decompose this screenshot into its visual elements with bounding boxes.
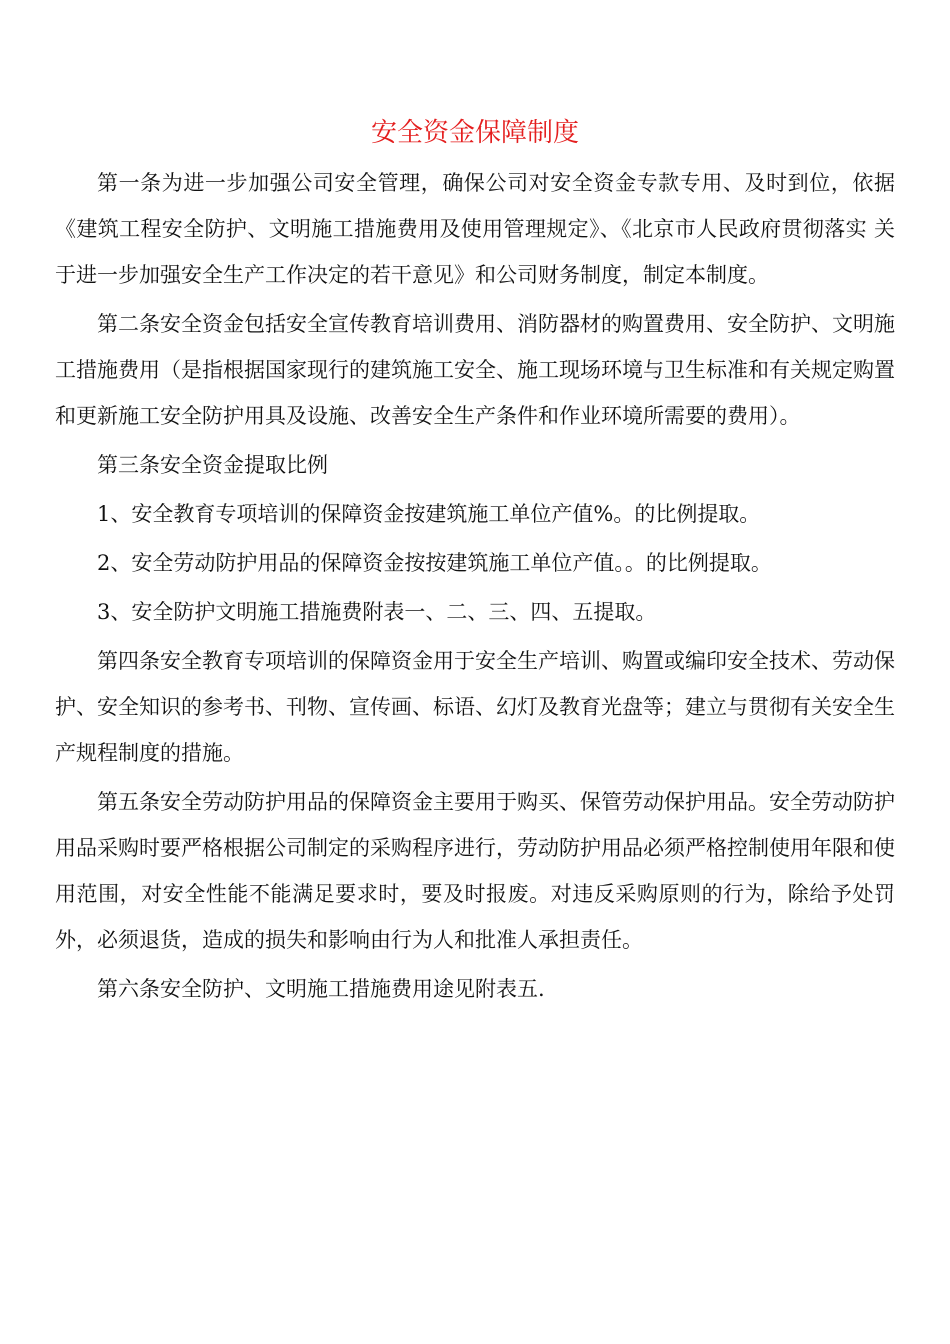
article-3-item-2: 2、安全劳动防护用品的保障资金按按建筑施工单位产值。。的比例提取。 bbox=[97, 551, 772, 575]
article-1-paragraph: 第一条为进一步加强公司安全管理，确保公司对安全资金专款专用、及时到位，依据《建筑工程安全防护、文明施工措施费用及使用管理规定》、《北京市人民政府贯彻落实 关于进一步加强安全生产工作决定的若干意见》和公司财务制度，制定本制度。 bbox=[55, 171, 895, 287]
document-title: 安全资金保障制度 bbox=[370, 118, 579, 148]
article-5-paragraph: 第五条安全劳动防护用品的保障资金主要用于购买、保管劳动保护用品。安全劳动防护用品采购时要严格根据公司制定的采购程序进行，劳动防护用品必须严格控制使用年限和使用范围，对安全性能不能满足要求时，要及时报废。对违反采购原则的行为，除给予处罚外，必须退货，造成的损失和影响由行为人和批准人承担责任。 bbox=[55, 790, 895, 952]
article-3-heading: 第三条安全资金提取比例 bbox=[97, 453, 328, 477]
article-3-item-3: 3、安全防护文明施工措施费附表一、二、三、四、五提取。 bbox=[97, 600, 657, 624]
article-4-paragraph: 第四条安全教育专项培训的保障资金用于安全生产培训、购置或编印安全技术、劳动保护、安全知识的参考书、刊物、宣传画、标语、幻灯及教育光盘等；建立与贯彻有关安全生产规程制度的措施。 bbox=[55, 649, 895, 765]
article-2-paragraph: 第二条安全资金包括安全宣传教育培训费用、消防器材的购置费用、安全防护、文明施工措施费用（是指根据国家现行的建筑施工安全、施工现场环境与卫生标准和有关规定购置和更新施工安全防护用具及设施、改善安全生产条件和作业环境所需要的费用）。 bbox=[55, 312, 895, 428]
document-body bbox=[55, 160, 895, 1015]
article-6-paragraph: 第六条安全防护、文明施工措施费用途见附表五. bbox=[97, 977, 545, 1001]
article-3-item-1: 1、安全教育专项培训的保障资金按建筑施工单位产值%。的比例提取。 bbox=[97, 502, 761, 526]
